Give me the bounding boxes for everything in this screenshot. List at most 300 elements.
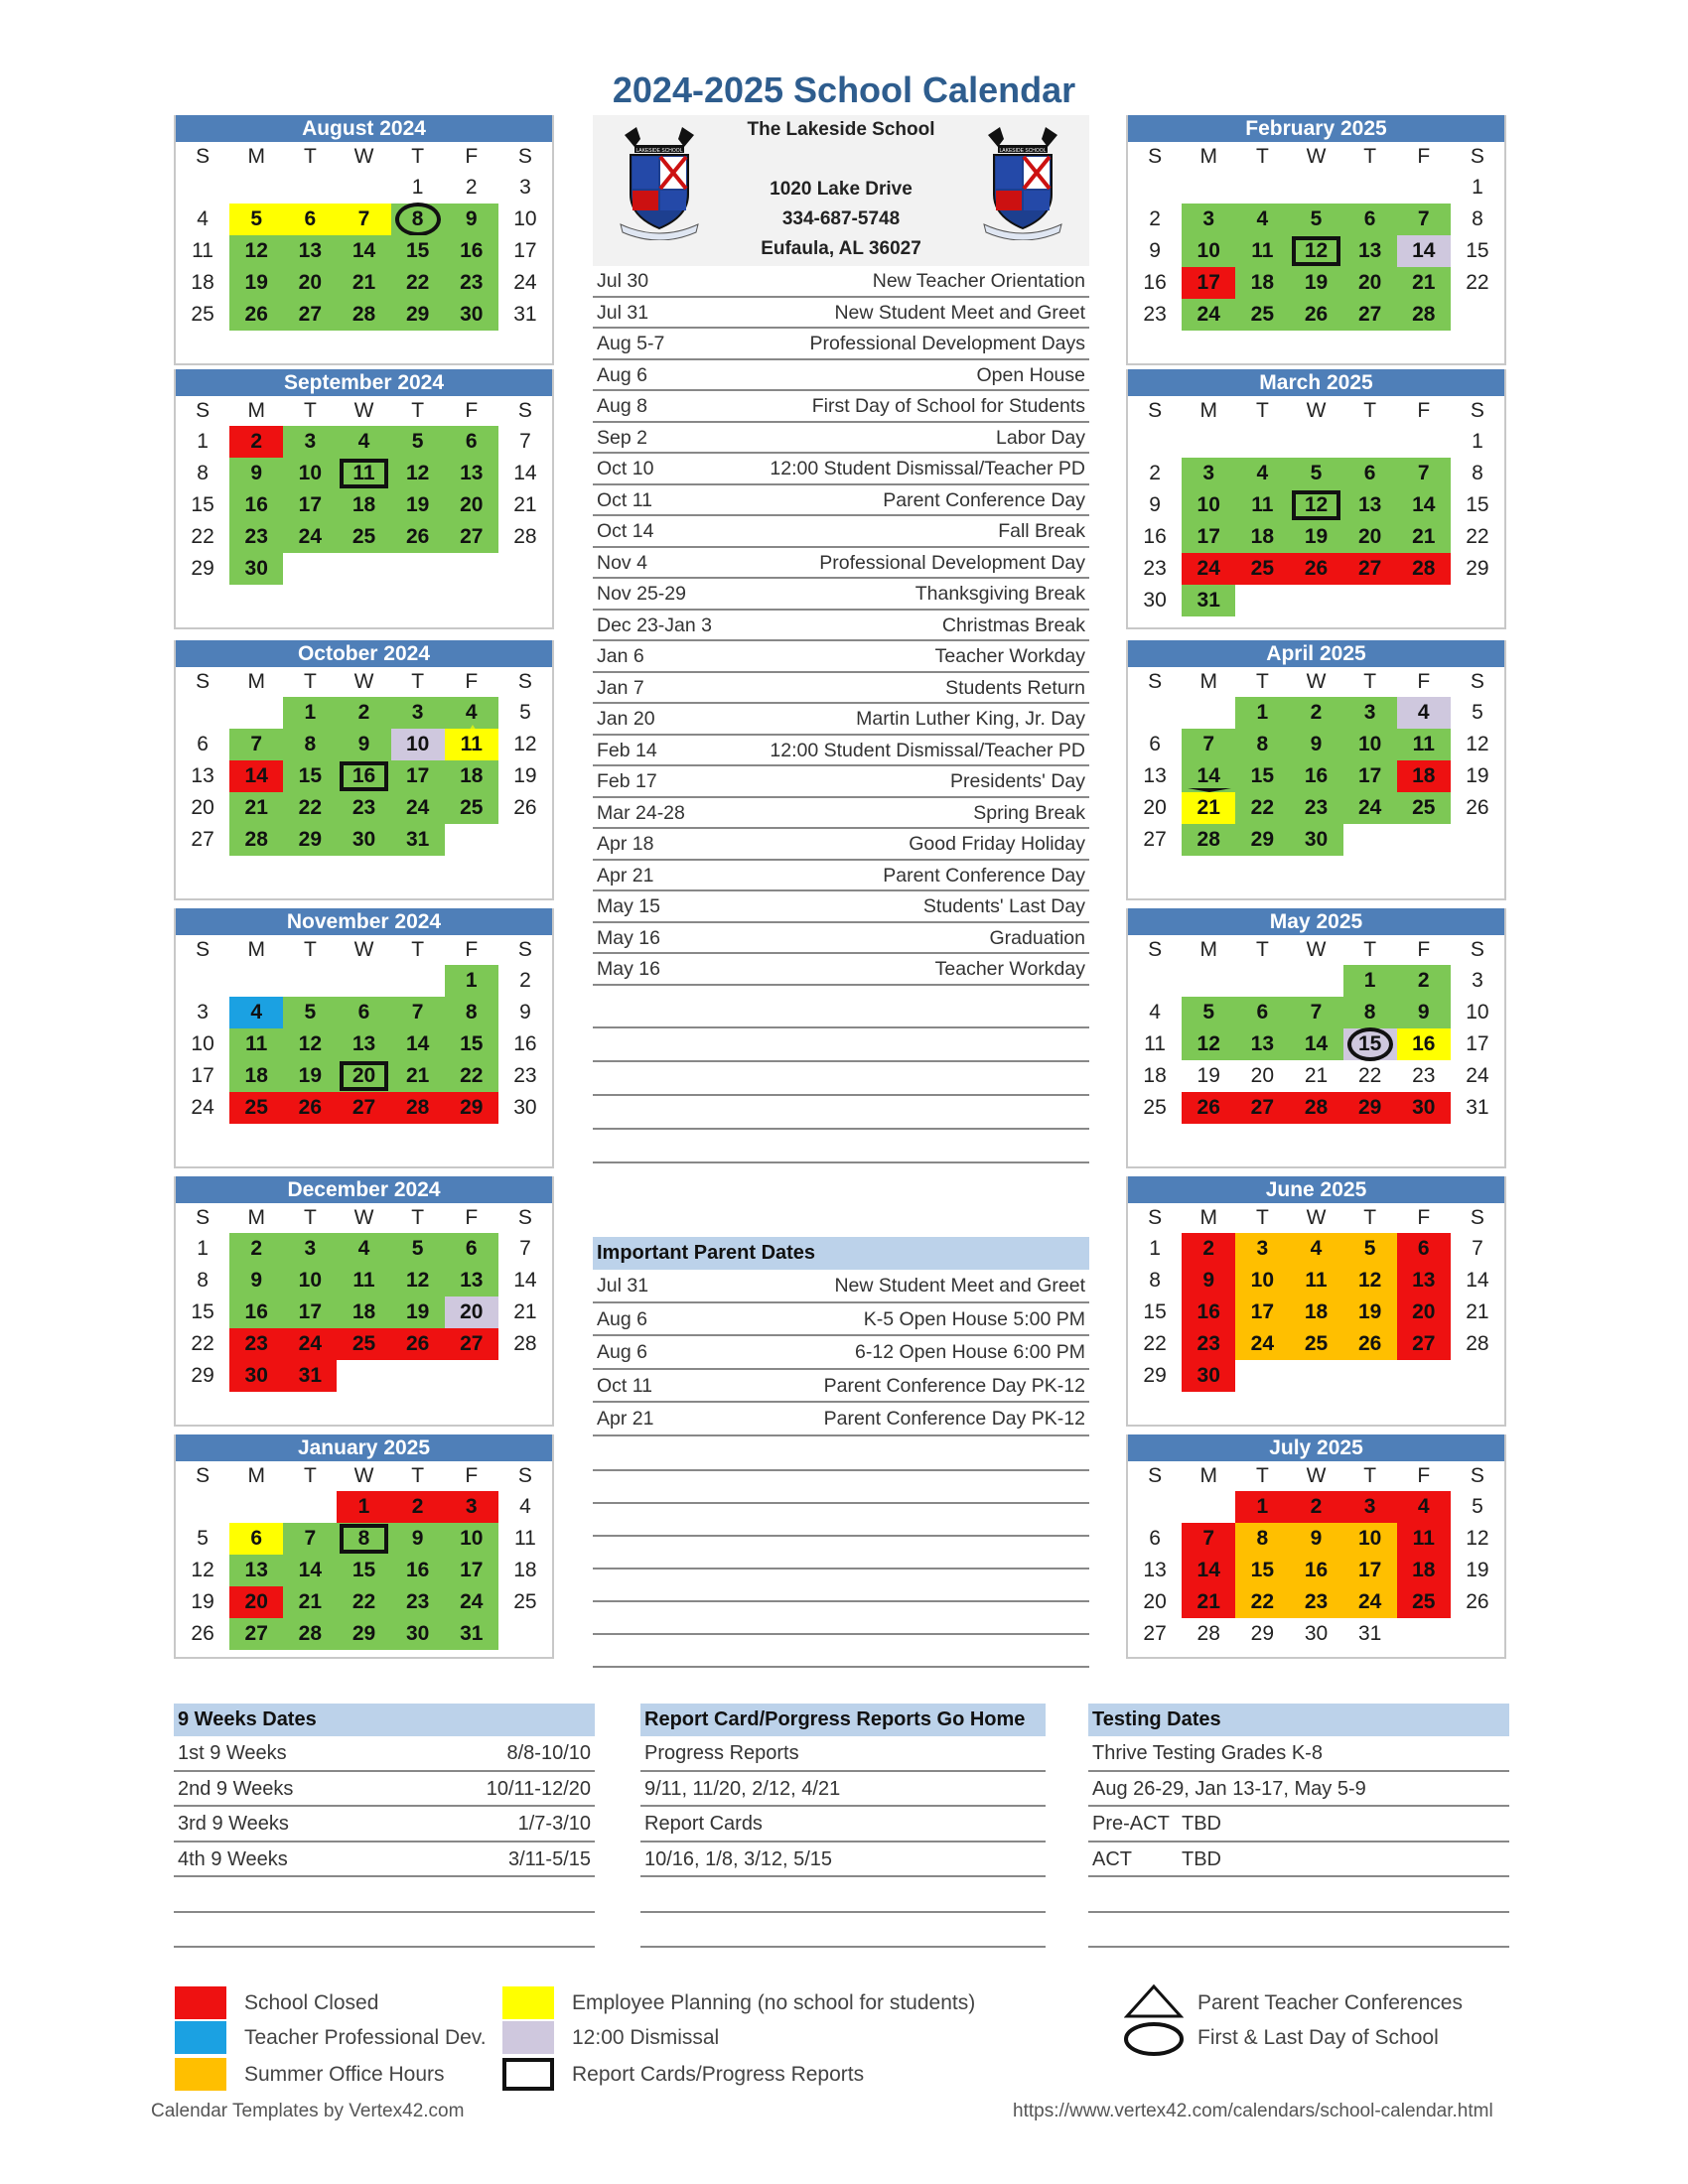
day-cell: 12 xyxy=(191,1559,214,1581)
weekday-letter: F xyxy=(465,1464,479,1487)
day-cell: 28 xyxy=(1196,1622,1220,1645)
month-day-grid xyxy=(1128,1491,1504,1650)
weekday-letter: W xyxy=(353,938,374,961)
day-cell: 28 xyxy=(391,1092,445,1124)
day-cell: 3 xyxy=(1235,1233,1289,1265)
day-cell: 7 xyxy=(1397,458,1451,489)
weekday-letter: S xyxy=(517,1464,532,1487)
weekday-letter: M xyxy=(247,399,265,422)
empty-day-cell xyxy=(498,824,552,856)
weekday-letter: M xyxy=(247,1464,265,1487)
month-day-grid xyxy=(1128,172,1504,331)
day-cell: 5 xyxy=(1289,458,1342,489)
day-cell: 6 xyxy=(1343,204,1397,235)
event-date: Nov 4 xyxy=(597,551,647,574)
day-cell: 23 xyxy=(229,521,283,553)
day-cell: 31 xyxy=(283,1360,337,1392)
day-cell: 30 xyxy=(445,299,498,331)
event-date: Aug 8 xyxy=(597,395,647,417)
day-cell: 9 xyxy=(1397,997,1451,1028)
day-cell: 12 xyxy=(1182,1028,1235,1060)
day-cell: 7 xyxy=(519,1237,531,1260)
empty-day-cell xyxy=(1289,965,1342,997)
day-cell: 1 xyxy=(1235,1491,1289,1523)
day-cell: 22 xyxy=(445,1060,498,1092)
weekday-letter: T xyxy=(411,670,425,693)
parent-date-description: 6-12 Open House 6:00 PM xyxy=(855,1341,1085,1363)
day-cell: 6 xyxy=(337,997,390,1028)
weekday-letter: F xyxy=(1417,1464,1431,1487)
row-label: ACT xyxy=(1092,1847,1132,1870)
empty-day-cell xyxy=(229,697,283,729)
weekday-letter: S xyxy=(1148,399,1163,422)
day-cell: 7 xyxy=(283,1523,337,1555)
day-cell: 18 xyxy=(445,760,498,792)
day-cell: 6 xyxy=(445,426,498,458)
footer-credit: Calendar Templates by Vertex42.com xyxy=(151,2101,465,2121)
day-cell: 17 xyxy=(1343,1555,1397,1586)
event-description: Open House xyxy=(976,363,1085,386)
day-cell: 19 xyxy=(191,1590,214,1613)
event-description: Spring Break xyxy=(973,801,1085,824)
school-info-box xyxy=(593,115,1089,266)
day-cell: 26 xyxy=(391,521,445,553)
day-cell: 16 xyxy=(391,1555,445,1586)
row-text: 10/16, 1/8, 3/12, 5/15 xyxy=(644,1847,833,1870)
blank-line xyxy=(593,1666,1089,1668)
day-cell: 12 xyxy=(1289,235,1342,267)
month-day-grid xyxy=(176,172,552,331)
month-calendar xyxy=(1126,640,1506,900)
blank-row xyxy=(640,1913,1046,1949)
day-cell: 19 xyxy=(1466,1559,1489,1581)
day-cell: 1 xyxy=(197,430,209,453)
empty-day-cell xyxy=(1289,585,1342,616)
day-cell: 3 xyxy=(1343,1491,1397,1523)
day-cell: 26 xyxy=(1343,1328,1397,1360)
footer-url[interactable]: https://www.vertex42.com/calendars/school-calendar.html xyxy=(1013,2101,1493,2121)
day-cell: 9 xyxy=(1289,729,1342,760)
parent-date-description: Parent Conference Day PK-12 xyxy=(823,1408,1085,1430)
day-cell: 5 xyxy=(283,997,337,1028)
empty-day-cell xyxy=(1128,426,1182,458)
day-cell: 13 xyxy=(191,764,214,787)
triangle-legend-icon xyxy=(1124,1983,1184,2019)
day-cell: 30 xyxy=(337,824,390,856)
weekday-header xyxy=(176,667,552,697)
day-cell: 29 xyxy=(337,1618,390,1650)
legend-swatch-planning xyxy=(502,1986,554,2019)
row-value: TBD xyxy=(1182,1813,1221,1835)
event-row xyxy=(593,861,1089,892)
day-cell: 7 xyxy=(1472,1237,1483,1260)
row-value: 8/8-10/10 xyxy=(506,1742,591,1764)
day-cell: 1 xyxy=(283,697,337,729)
event-description: Professional Development Day xyxy=(819,551,1085,574)
day-cell: 16 xyxy=(445,235,498,267)
day-cell: 7 xyxy=(519,430,531,453)
legend-teacher-pd: Teacher Professional Dev. xyxy=(244,2026,487,2049)
day-cell: 25 xyxy=(337,521,390,553)
day-cell: 22 xyxy=(1235,792,1289,824)
weekday-letter: W xyxy=(1306,145,1327,168)
day-cell: 21 xyxy=(1182,792,1235,824)
table-row xyxy=(174,1843,595,1878)
event-description: Parent Conference Day xyxy=(883,864,1085,887)
day-cell: 29 xyxy=(445,1092,498,1124)
day-cell: 17 xyxy=(283,1297,337,1328)
event-description: Students Return xyxy=(945,676,1085,699)
day-cell: 15 xyxy=(191,1300,214,1323)
legend-swatch-dismissal xyxy=(502,2021,554,2054)
day-cell: 28 xyxy=(229,824,283,856)
weekday-letter: S xyxy=(517,938,532,961)
event-row xyxy=(593,829,1089,861)
legend-dismissal: 12:00 Dismissal xyxy=(572,2026,720,2049)
day-cell: 4 xyxy=(337,426,390,458)
weekday-letter: T xyxy=(1363,1464,1377,1487)
page-title: 2024-2025 School Calendar xyxy=(612,69,1076,110)
day-cell: 27 xyxy=(283,299,337,331)
weekday-letter: T xyxy=(303,938,317,961)
month-title: February 2025 xyxy=(1128,115,1504,142)
day-cell: 17 xyxy=(1343,760,1397,792)
day-cell: 8 xyxy=(445,997,498,1028)
month-day-grid xyxy=(176,426,552,585)
parent-date-row xyxy=(593,1370,1089,1404)
day-cell: 18 xyxy=(229,1060,283,1092)
event-date: Jan 6 xyxy=(597,645,644,667)
empty-day-cell xyxy=(1343,172,1397,204)
day-cell: 3 xyxy=(1182,204,1235,235)
day-cell: 30 xyxy=(229,553,283,585)
day-cell: 21 xyxy=(229,792,283,824)
day-cell: 26 xyxy=(1466,1590,1489,1613)
empty-day-cell xyxy=(1343,1360,1397,1392)
day-cell: 9 xyxy=(1149,239,1161,262)
row-value: 3/11-5/15 xyxy=(507,1847,591,1870)
day-cell: 18 xyxy=(1235,267,1289,299)
weekday-letter: S xyxy=(196,145,211,168)
day-cell: 27 xyxy=(1143,828,1167,851)
day-cell: 1 xyxy=(1472,430,1483,453)
parent-date-row xyxy=(593,1270,1089,1303)
table-row xyxy=(174,1807,595,1843)
weekday-letter: T xyxy=(303,670,317,693)
day-cell: 16 xyxy=(1182,1297,1235,1328)
day-cell: 28 xyxy=(1289,1092,1342,1124)
day-cell: 19 xyxy=(513,764,537,787)
day-cell: 15 xyxy=(391,235,445,267)
event-description: Teacher Workday xyxy=(934,645,1085,667)
month-calendar xyxy=(174,369,554,629)
blank-line xyxy=(593,1600,1089,1602)
weekday-header xyxy=(176,1203,552,1233)
day-cell: 1 xyxy=(1472,176,1483,199)
empty-day-cell xyxy=(1128,697,1182,729)
row-label: 2nd 9 Weeks xyxy=(178,1777,294,1800)
school-phone: 334-687-5748 xyxy=(781,208,901,229)
school-address-block xyxy=(593,175,1089,264)
day-cell: 7 xyxy=(1182,1523,1235,1555)
weekday-letter: T xyxy=(303,1464,317,1487)
day-cell: 2 xyxy=(337,697,390,729)
weekday-letter: T xyxy=(411,1464,425,1487)
day-cell: 3 xyxy=(519,176,531,199)
weekday-letter: F xyxy=(1417,399,1431,422)
parent-dates-section xyxy=(593,1237,1089,1436)
day-cell: 28 xyxy=(283,1618,337,1650)
parent-date: Aug 6 xyxy=(597,1341,647,1363)
crest-text: LAKESIDE SCHOOL xyxy=(635,148,683,154)
event-date: Apr 21 xyxy=(597,864,654,887)
weekday-letter: S xyxy=(1470,1206,1484,1229)
weekday-letter: F xyxy=(465,145,479,168)
month-day-grid xyxy=(1128,426,1504,616)
day-cell: 22 xyxy=(391,267,445,299)
row-value: TBD xyxy=(1182,1847,1221,1870)
day-cell: 8 xyxy=(1343,997,1397,1028)
day-cell: 12 xyxy=(1466,733,1489,755)
day-cell: 31 xyxy=(1357,1622,1382,1645)
day-cell: 10 xyxy=(191,1032,214,1055)
day-cell: 27 xyxy=(1397,1328,1451,1360)
day-cell: 9 xyxy=(229,1265,283,1297)
weekday-letter: M xyxy=(1199,399,1217,422)
day-cell: 27 xyxy=(1343,299,1397,331)
weekday-header xyxy=(176,1461,552,1491)
day-cell: 9 xyxy=(1149,493,1161,516)
day-cell: 22 xyxy=(1235,1586,1289,1618)
legend-swatch-report xyxy=(502,2058,554,2091)
day-cell: 5 xyxy=(197,1527,209,1550)
row-label: 4th 9 Weeks xyxy=(178,1847,288,1870)
day-cell: 1 xyxy=(197,1237,209,1260)
event-date: Oct 11 xyxy=(597,488,652,511)
event-date: Aug 6 xyxy=(597,363,647,386)
day-cell: 17 xyxy=(513,239,537,262)
day-cell: 17 xyxy=(191,1064,214,1087)
weekday-header xyxy=(1128,396,1504,426)
empty-day-cell xyxy=(176,697,229,729)
weekday-letter: S xyxy=(517,399,532,422)
day-cell: 24 xyxy=(445,1586,498,1618)
day-cell: 7 xyxy=(1289,997,1342,1028)
event-date: May 15 xyxy=(597,895,660,917)
day-cell: 27 xyxy=(191,828,214,851)
day-cell: 13 xyxy=(337,1028,390,1060)
day-cell: 26 xyxy=(229,299,283,331)
month-calendar xyxy=(174,640,554,900)
day-cell: 1 xyxy=(445,965,498,997)
weekday-letter: S xyxy=(517,670,532,693)
empty-day-cell xyxy=(176,1491,229,1523)
day-cell: 6 xyxy=(1343,458,1397,489)
empty-day-cell xyxy=(498,1618,552,1650)
day-cell: 21 xyxy=(391,1060,445,1092)
school-city: Eufaula, AL 36027 xyxy=(761,238,921,259)
empty-day-cell xyxy=(176,965,229,997)
event-row xyxy=(593,704,1089,736)
weekday-letter: T xyxy=(303,145,317,168)
empty-day-cell xyxy=(283,1491,337,1523)
weekday-header xyxy=(176,396,552,426)
day-cell: 20 xyxy=(1143,1590,1167,1613)
event-description: New Teacher Orientation xyxy=(872,270,1085,292)
empty-day-cell xyxy=(391,1360,445,1392)
row-label: Aug 26-29, Jan 13-17, May 5-9 xyxy=(1092,1777,1366,1800)
weekday-letter: F xyxy=(465,399,479,422)
month-day-grid xyxy=(176,1233,552,1392)
day-cell: 20 xyxy=(445,489,498,521)
day-cell: 8 xyxy=(391,204,445,235)
weekday-letter: T xyxy=(1255,145,1269,168)
weekday-letter: T xyxy=(1363,938,1377,961)
day-cell: 17 xyxy=(1182,267,1235,299)
day-cell: 21 xyxy=(337,267,390,299)
table-row xyxy=(640,1772,1046,1808)
day-cell: 27 xyxy=(1235,1092,1289,1124)
weekday-letter: S xyxy=(1470,938,1484,961)
weekday-letter: S xyxy=(196,670,211,693)
day-cell: 6 xyxy=(1235,997,1289,1028)
empty-day-cell xyxy=(1451,299,1504,331)
weekday-letter: S xyxy=(1470,1464,1484,1487)
day-cell: 19 xyxy=(391,1297,445,1328)
event-date: Jul 31 xyxy=(597,301,649,324)
empty-day-cell xyxy=(337,172,390,204)
day-cell: 28 xyxy=(513,1332,537,1355)
day-cell: 6 xyxy=(1149,733,1161,755)
day-cell: 30 xyxy=(391,1618,445,1650)
legend-employee-planning: Employee Planning (no school for students) xyxy=(572,1991,976,2014)
day-cell: 31 xyxy=(1182,585,1235,616)
event-row xyxy=(593,923,1089,955)
month-calendar xyxy=(174,908,554,1168)
empty-day-cell xyxy=(1451,1618,1504,1650)
parent-date-row xyxy=(593,1336,1089,1370)
event-date: Feb 17 xyxy=(597,770,657,792)
day-cell: 10 xyxy=(445,1523,498,1555)
day-cell: 26 xyxy=(1466,796,1489,819)
legend-conferences: Parent Teacher Conferences xyxy=(1197,1991,1463,2014)
event-date: Dec 23-Jan 3 xyxy=(597,614,712,636)
day-cell: 31 xyxy=(391,824,445,856)
day-cell: 11 xyxy=(1235,235,1289,267)
empty-day-cell xyxy=(229,1491,283,1523)
day-cell: 23 xyxy=(1289,792,1342,824)
event-description: Professional Development Days xyxy=(809,333,1085,354)
day-cell: 23 xyxy=(337,792,390,824)
month-title: September 2024 xyxy=(176,369,552,396)
weekday-header xyxy=(1128,667,1504,697)
day-cell: 12 xyxy=(1466,1527,1489,1550)
day-cell: 20 xyxy=(191,796,214,819)
parent-date: Apr 21 xyxy=(597,1408,654,1430)
event-date: May 16 xyxy=(597,926,660,949)
report-card-table xyxy=(640,1704,1046,1948)
day-cell: 17 xyxy=(1235,1297,1289,1328)
day-cell: 11 xyxy=(514,1527,536,1550)
table-row xyxy=(174,1772,595,1808)
day-cell: 13 xyxy=(445,1265,498,1297)
weekday-letter: S xyxy=(1148,1206,1163,1229)
day-cell: 29 xyxy=(191,557,214,580)
day-cell: 12 xyxy=(391,458,445,489)
weekday-letter: M xyxy=(1199,938,1217,961)
day-cell: 10 xyxy=(391,729,445,760)
empty-day-cell xyxy=(1343,585,1397,616)
day-cell: 22 xyxy=(1143,1332,1167,1355)
day-cell: 27 xyxy=(445,1328,498,1360)
day-cell: 14 xyxy=(1182,760,1235,792)
weekday-letter: M xyxy=(247,938,265,961)
day-cell: 27 xyxy=(1343,553,1397,585)
event-row xyxy=(593,298,1089,330)
event-row xyxy=(593,611,1089,642)
event-row xyxy=(593,891,1089,923)
day-cell: 6 xyxy=(197,733,209,755)
month-calendar xyxy=(1126,369,1506,629)
weekday-header xyxy=(1128,142,1504,172)
day-cell: 24 xyxy=(391,792,445,824)
day-cell: 25 xyxy=(229,1092,283,1124)
weekday-letter: W xyxy=(1306,1206,1327,1229)
event-row xyxy=(593,954,1089,986)
day-cell: 25 xyxy=(1289,1328,1342,1360)
empty-day-cell xyxy=(1235,585,1289,616)
weekday-letter: S xyxy=(196,1206,211,1229)
weekday-letter: T xyxy=(1255,670,1269,693)
day-cell: 2 xyxy=(1149,207,1161,230)
day-cell: 3 xyxy=(283,426,337,458)
day-cell: 5 xyxy=(391,426,445,458)
day-cell: 22 xyxy=(1466,271,1489,294)
day-cell: 13 xyxy=(1343,489,1397,521)
legend-school-closed: School Closed xyxy=(244,1991,379,2014)
table-row xyxy=(1088,1772,1509,1808)
weekday-letter: S xyxy=(1148,1464,1163,1487)
day-cell: 30 xyxy=(1304,1622,1329,1645)
weekday-letter: M xyxy=(1199,1464,1217,1487)
event-row xyxy=(593,266,1089,298)
parent-date: Jul 31 xyxy=(597,1275,649,1297)
event-description: New Student Meet and Greet xyxy=(834,301,1085,324)
day-cell: 7 xyxy=(1182,729,1235,760)
weekday-letter: M xyxy=(1199,670,1217,693)
day-cell: 2 xyxy=(1149,462,1161,484)
day-cell: 12 xyxy=(283,1028,337,1060)
day-cell: 16 xyxy=(337,760,390,792)
empty-day-cell xyxy=(337,965,390,997)
event-row xyxy=(593,766,1089,798)
day-cell: 8 xyxy=(1472,462,1483,484)
empty-day-cell xyxy=(1235,172,1289,204)
event-row xyxy=(593,798,1089,830)
weekday-letter: T xyxy=(303,1206,317,1229)
day-cell: 25 xyxy=(1235,553,1289,585)
blank-line xyxy=(593,1060,1089,1062)
event-description: Martin Luther King, Jr. Day xyxy=(856,708,1085,730)
day-cell: 15 xyxy=(1143,1300,1167,1323)
day-cell: 5 xyxy=(519,701,531,724)
day-cell: 14 xyxy=(1397,489,1451,521)
month-day-grid xyxy=(1128,697,1504,856)
day-cell: 23 xyxy=(1143,557,1167,580)
weekday-letter: W xyxy=(353,1206,374,1229)
day-cell: 9 xyxy=(229,458,283,489)
weekday-letter: W xyxy=(1306,1464,1327,1487)
